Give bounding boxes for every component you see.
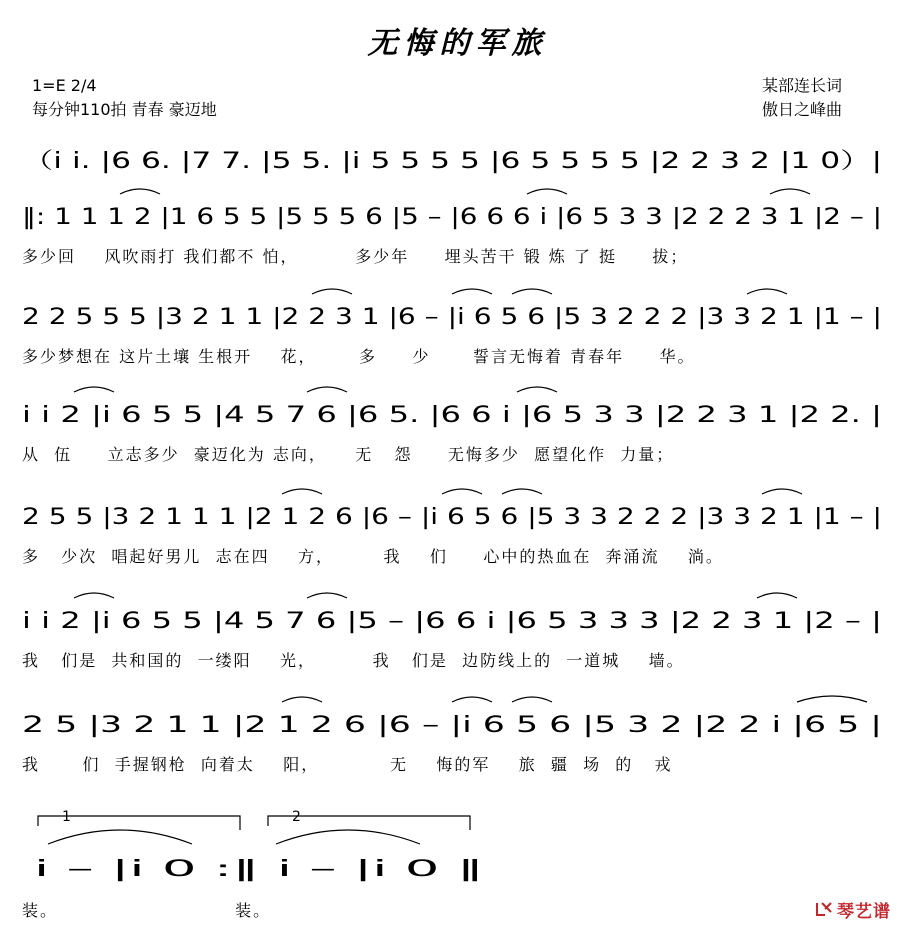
site-logo [815,896,907,922]
notation-text: i i 2 |i 6 5 5 |4 5 7 6 |6 5. |6 6 i |6 5 3 3 |2 2 3 1 |2 2. | [22,403,882,428]
score-system-5 [22,488,892,598]
key-time-signature: 1=E 2/4 [32,76,97,95]
volta-number-1: 1 [62,809,71,825]
notation-line [22,128,892,188]
notation-text: （i i. |6 6. |7 7. |5 5. |i 5 5 5 5 |6 5 5 5 5 |2 2 3 2 |1 0）| [22,149,882,174]
score-system-3 [22,288,892,398]
logo-text: 琴艺谱 [837,901,891,922]
score-system-7 [22,696,892,806]
notation-text: 2 5 |3 2 1 1 |2 1 2 6 |6 – |i 6 5 6 |5 3 2 |2 2 i |6 5 | [22,713,882,738]
notation-line [22,386,892,446]
notation-text: ‖: 1 1 1 2 |1 6 5 5 |5 5 5 6 |5 – |6 6 6 i |6 5 3 3 |2 2 2 3 1 |2 – | [22,205,882,230]
notation-line [22,288,892,348]
lyric-line: 装。 装。 [22,901,272,920]
notation-text: i – |i 0 :‖ i – |i 0 ‖ [34,857,484,882]
score-system-6 [22,592,892,702]
notation-line [22,696,892,756]
lyric-line: 从 伍 立志多少 豪迈化为 志向， 无 怨 无悔多少 愿望化作 力量； [22,445,675,464]
lyric-line: 多少梦想在 这片土壤 生根开 花， 多 少 誓言无悔着 青春年 华。 [22,347,696,366]
score-system-4 [22,386,892,496]
score-system-8 [22,838,492,948]
score-credits [762,74,842,122]
score-system-2 [22,188,892,298]
notation-line [22,838,492,888]
piano-logo-icon [815,900,833,918]
lyricist-credit: 某部连长词 [762,76,843,95]
lyric-line: 我 们 手握钢枪 向着太 阳， 无 悔的军 旅 疆 场 的 戎 [22,755,673,774]
tempo-marking: 每分钟110拍 青春 豪迈地 [32,100,217,119]
notation-text: 2 2 5 5 5 |3 2 1 1 |2 2 3 1 |6 – |i 6 5 6 |5 3 2 2 2 |3 3 2 1 |1 – | [22,305,882,330]
lyric-line: 多少回 风吹雨打 我们都不 怕， 多少年 埋头苦干 锻 炼 了 挺 拔； [22,247,689,266]
score-info-left [32,74,217,122]
volta-number-2: 2 [292,809,301,825]
composer-credit: 傲日之峰曲 [762,100,843,119]
song-title: 无悔的军旅 [367,26,548,61]
lyric-line: 我 们是 共和国的 一缕阳 光， 我 们是 边防线上的 一道城 墙。 [22,651,685,670]
lyric-line: 多 少次 唱起好男儿 志在四 方， 我 们 心中的热血在 奔涌流 淌。 [22,547,724,566]
notation-line [22,188,892,248]
notation-text: 2 5 5 |3 2 1 1 1 |2 1 2 6 |6 – |i 6 5 6 |5 3 3 2 2 2 |3 3 2 1 |1 – | [22,505,882,530]
notation-line [22,488,892,548]
notation-line [22,592,892,652]
notation-text: i i 2 |i 6 5 5 |4 5 7 6 |5 – |6 6 i |6 5 3 3 3 |2 2 3 1 |2 – | [22,609,883,634]
